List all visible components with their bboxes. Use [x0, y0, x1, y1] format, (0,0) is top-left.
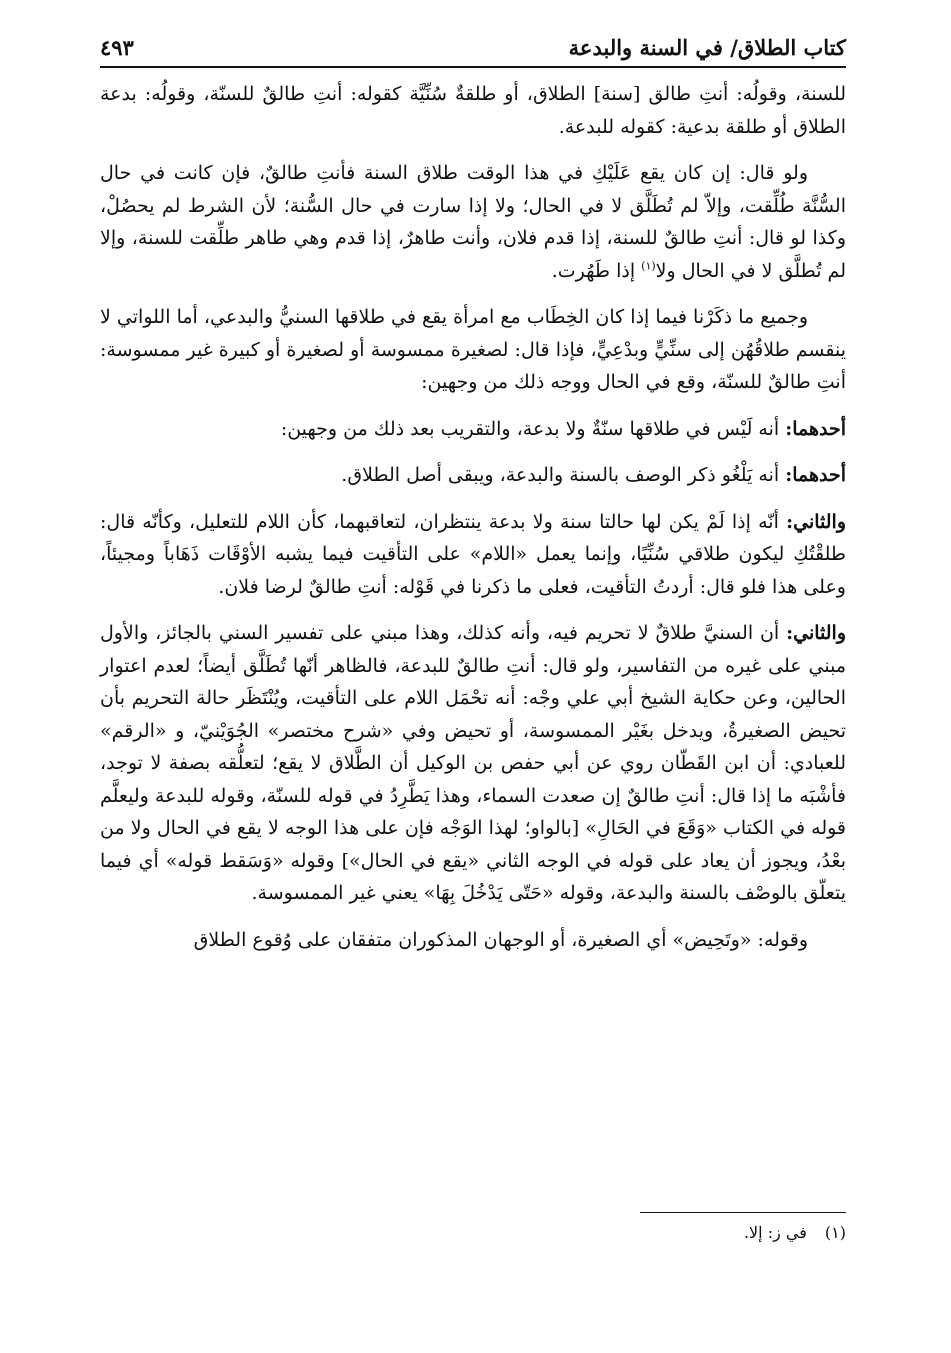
paragraph-text: أن السنيَّ طلاقٌ لا تحريم فيه، وأنه كذلك، وهذا مبني على تفسير السني بالجائز، والأول مبني على غيره من التفاسير، ولو قال: أنتِ طالقٌ للبدعة، فالظاهر أنّها تُطَلَّق أيضاً؛ لعدم اعتوار الحالين، وعن حكاية الشيخ أبي علي وجْه: أنه تحْمَل اللام على التأقيت، ويُنْتَظَر حالة التحريم بأن تحيض الصغيرةُ، ويدخل بغَيْر الممسوسة، أو تحيض وفي «شرح مختصر» الجُوَيْنيّ، و «الرقم» للعبادي: أن ابن القَطّان روي عن أبي حفص بن الوكيل أن الطَّلاق لا يقع؛ لتعلُّقه بصفة لا توجد، فأشْبَه ما إذا قال: أنتِ طالقٌ إن صعدت السماء، وهذا يَطَّرِدُ في قوله للسنّة، وقوله للبدعة وليعلَّم قوله في الكتاب «وَقَعَ في الحَالِ» [بالواو؛ لهذا الوَجْه فإن على هذا الوجه لا يقع في الحال ولا من بعْدُ، ويجوز أن يعاد على قوله في الوجه الثاني «يقع في الحال»] وقوله «وَسَقط قوله» أي فيما يتعلّق بالوصْف بالسنة والبدعة، وقوله «حَتّى يَدْخُلَ بِهَا» يعني غير الممسوسة. [100, 622, 846, 904]
paragraph-text: أنّه إذا لَمْ يكن لها حالتا سنة ولا بدعة ينتظران، لتعاقبهما، كأن اللام للتعليل، وكأنّه قال: طلقْتُكِ ليكون طلاقي سُنِّيًا، وإنما يعمل «اللام» على التأقيت فيما يشبه الأوْقَات ذَهَاباً ومجيئاً، وعلى هذا فلو قال: أردتُ التأقيت، فعلى ما ذكرنا في قَوْله: أنتِ طالقٌ لرضا فلان. [100, 510, 846, 598]
paragraph [100, 459, 846, 492]
footnote-reference[interactable]: (١) [641, 259, 656, 273]
paragraph-text: إذا طَهُرت. [551, 259, 642, 282]
footnote-rule [640, 1212, 846, 1213]
paragraph-text: ولو قال: إن كان يقع عَلَيْكِ في هذا الوقت طلاق السنة فأنتِ طالقٌ، فإن كانت في حال السُّنَّة طُلِّقت، وإلاّ لم تُطَلَّق لا في الحال؛ ولا إذا سارت في حال السُّنة؛ لأن الشرط لم يحصُلْ، وكذا لو قال: أنتِ طالقٌ للسنة، إذا قدم فلان، وأنت طاهرٌ، إذا قدم وهي طاهر طلِّقت للسنة، وإلا لم تُطلَّق لا في الحال ولا [100, 162, 846, 282]
header-rule [100, 66, 846, 68]
paragraph-text: وجميع ما ذكَرْنا فيما إذا كان الخِطَاب مع امرأة يقع في طلاقها السنيُّ والبدعي، أما اللواتي لا ينقسم طلاقُهُن إلى سنِّيٍّ وبدْعِيٍّ، فإذا قال: لصغيرة ممسوسة أو لصغيرة أو كبيرة غير ممسوسة: أنتِ طالقٌ للسنّة، وقع في الحال ووجه ذلك من وجهين: [100, 306, 846, 393]
paragraph [100, 78, 846, 143]
paragraph [100, 924, 846, 957]
paragraph [100, 301, 846, 399]
paragraph-text: للسنة، وقولُه: أنتِ طالق [سنة] الطلاق، أو طلقةٌ سُنِّيَّة كقوله: أنتِ طالقٌ للسنّة، وقولُه: بدعة الطلاق أو طلقة بدعية: كقوله للبدعة. [100, 83, 846, 138]
paragraph-lead: أحدهما: [785, 417, 846, 440]
paragraph-text: أنه لَيْس في طلاقها سنّةٌ ولا بدعة، والتقريب بعد ذلك من وجهين: [280, 417, 786, 440]
paragraph [100, 506, 846, 604]
paragraph [100, 413, 846, 446]
paragraph [100, 157, 846, 287]
paragraph-lead: والثاني: [786, 622, 846, 644]
chapter-title: كتاب الطلاق/ في السنة والبدعة [568, 35, 846, 60]
book-page [100, 24, 846, 1324]
main-text [100, 78, 846, 956]
footnote-number: (١) [824, 1223, 846, 1242]
paragraph-lead: والثاني: [786, 510, 846, 533]
paragraph-text: وقوله: «وتَحِيض» أي الصغيرة، أو الوجهان المذكوران متفقان على وُقوع الطلاق [193, 928, 808, 951]
page-number: ٤٩٣ [100, 35, 134, 60]
running-head [100, 24, 846, 60]
footnote [744, 1223, 846, 1242]
paragraph [100, 617, 846, 910]
paragraph-lead: أحدهما: [785, 464, 846, 486]
footnote-text: في ز: إلا. [743, 1223, 807, 1242]
paragraph-text: أنه يَلْغُو ذكر الوصف بالسنة والبدعة، ويبقى أصل الطلاق. [341, 464, 786, 486]
